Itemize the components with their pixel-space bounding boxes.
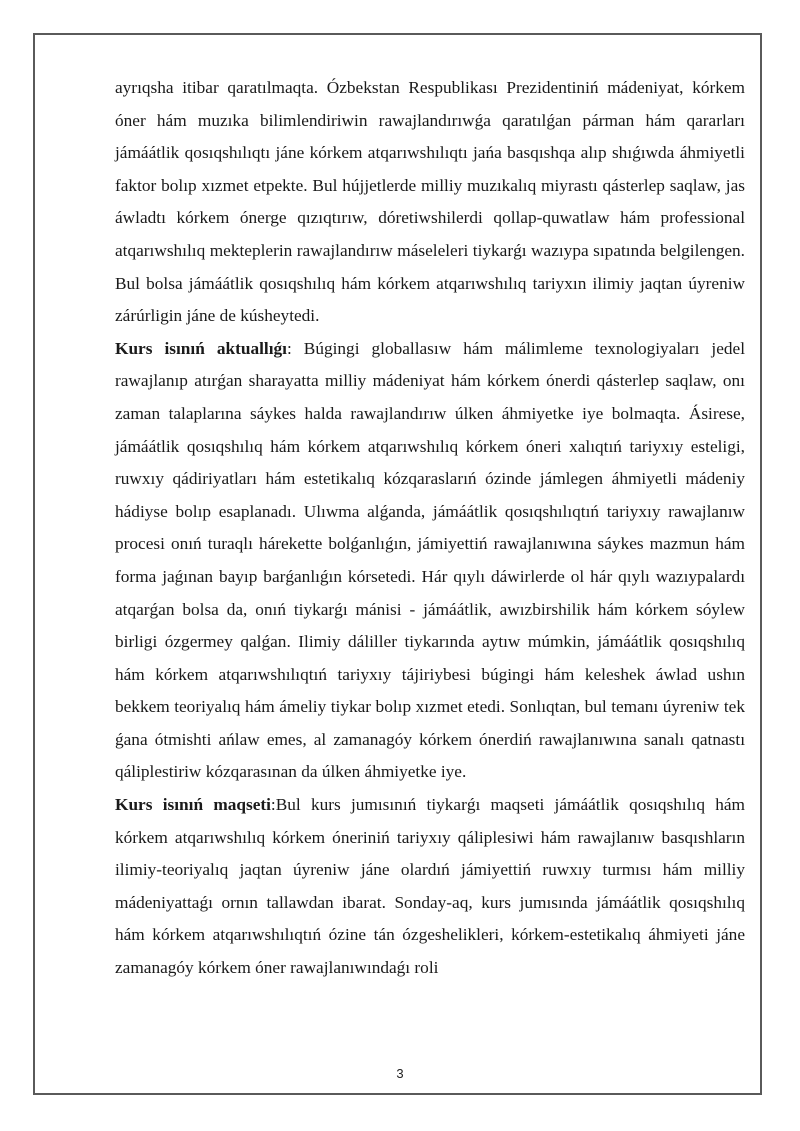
section-heading-goal: Kurs isınıń maqseti	[115, 795, 271, 815]
paragraph-text: ayrıqsha itibar qaratılmaqta. Ózbekstan Respublikası Prezidentiniń mádeniyat, kórkem óner hám muzıka bilimlendiriwin rawajlandırıwǵa qaratılǵan párman hám qararları jámáátlik qosıqshılıqtı jáne kórkem atqarıwshılıqtı jańa basqıshqa alıp shıǵıwda áhmiyetli faktor bolıp xızmet etpekte. Bul hújjetlerde milliy muzıkalıq miyrastı qásterlep saqlaw, jas áwladtı kórkem ónerge qızıqtırıw, dóretiwshilerdi qollap-quwatlaw hám professional atqarıwshılıq mekteplerin rawajlandırıw máseleleri tiykarǵı wazıypa sıpatında belgilengen. Bul bolsa jámáátlik qosıqshılıq hám kórkem atqarıwshılıq tariyxın ilimiy jaqtan úyreniw zárúrligin jáne de kúsheytedi.	[115, 78, 745, 326]
paragraph-goal	[115, 789, 745, 985]
paragraph-text: :Bul kurs jumısınıń tiykarǵı maqseti jámáátlik qosıqshılıq hám kórkem atqarıwshılıq kórkem óneriniń tariyxıy qáliplesiwi hám rawajlanıw basqıshların ilimiy-teoriyalıq jaqtan úyreniw jáne olardıń jámiyettiń ruwxıy turmısı hám milliy mádeniyattaǵı ornın tallawdan ibarat. Sonday-aq, kurs jumısında jámáátlik qosıqshılıq hám kórkem atqarıwshılıqtıń ózine tán ózgeshelikleri, kórkem-estetikalıq áhmiyeti jáne zamanagóy kórkem óner rawajlanıwındaǵı roli	[115, 795, 745, 978]
page-number: 3	[396, 1066, 404, 1081]
section-heading-relevance: Kurs isınıń aktuallıǵı	[115, 338, 287, 358]
document-body	[115, 72, 745, 985]
paragraph-text: : Búgingi globallasıw hám málimleme texnologiyaları jedel rawajlanıp atırǵan sharayatta milliy mádeniyat hám kórkem ónerdi qásterlep saqlaw, onı zaman talaplarına sáykes halda rawajlandırıw úlken áhmiyetke iye bolmaqta. Ásirese, jámáátlik qosıqshılıq hám kórkem atqarıwshılıq kórkem óneri xalıqtıń tariyxıy esteligi, ruwxıy qádiriyatları hám estetikalıq kózqaraslarıń ózinde jámlegen áhmiyetli mádeniy hádiyse bolıp esaplanadı. Ulıwma alǵanda, jámáátlik qosıqshılıqtıń tariyxıy rawajlanıw procesi onıń turaqlı hárekette bolǵanlıǵın, jámiyettiń rawajlanıwına sáykes mazmun hám forma jaǵınan bayıp barǵanlıǵın kórsetedi. Hár qıylı dáwirlerde ol hár qıylı wazıypalardı atqarǵan bolsa da, onıń tiykarǵı mánisi - jámáátlik, awızbirshilik hám kórkem sóylew birligi ózgermey qalǵan. Ilimiy dáliller tiykarında aytıw múmkin, jámáátlik qosıqshılıq hám kórkem atqarıwshılıqtıń tariyxıy tájiriybesi búgingi hám keleshek áwlad ushın bekkem teoriyalıq hám ámeliy tiykar bolıp xızmet etedi. Sonlıqtan, bul temanı úyreniw tek ǵana ótmishti ańlaw emes, al zamanagóy kórkem ónerdiń rawajlanıwına sanalı qatnastı qáliplestiriw kózqarasınan da úlken áhmiyetke iye.	[115, 338, 746, 782]
paragraph-intro	[115, 72, 745, 333]
paragraph-relevance	[115, 333, 745, 789]
